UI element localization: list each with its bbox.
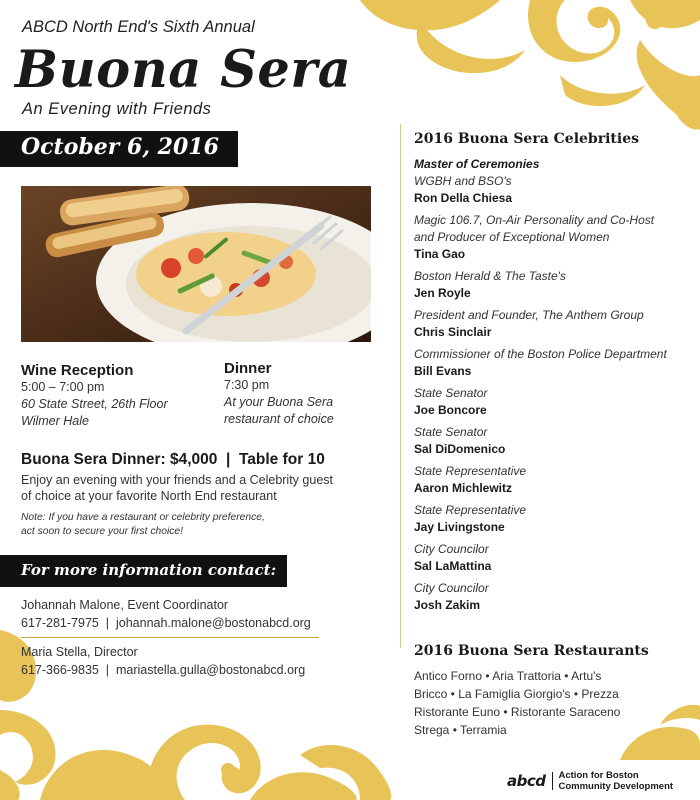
contact-person-2-detail[interactable]: 617-366-9835 | mariastella.gulla@bostonabcd.org	[21, 663, 306, 677]
column-divider	[400, 124, 401, 648]
event-subtitle: An Evening with Friends	[22, 100, 212, 118]
celebrity-name: Sal DiDomenico	[414, 442, 506, 456]
wine-reception-title: Wine Reception	[21, 362, 134, 379]
restaurants-line-4: Strega • Terramia	[414, 723, 507, 737]
contact-person-1-name: Johannah Malone, Event Coordinator	[21, 598, 229, 612]
celebrity-name: Jay Livingstone	[414, 520, 505, 534]
contact-banner: For more information contact:	[0, 555, 287, 587]
restaurants-list	[414, 667, 684, 739]
date-banner: October 6, 2016	[0, 131, 238, 167]
celebrity-item	[414, 307, 694, 341]
abcd-logo-line-1: Action for Boston	[558, 770, 639, 781]
pricing-desc-line2: of choice at your favorite North End restaurant	[21, 489, 277, 503]
gold-scroll-ornament-bottom	[0, 660, 420, 800]
dinner-location-line1: At your Buona Sera	[224, 395, 334, 409]
restaurants-line-3: Ristorante Euno • Ristorante Saraceno	[414, 705, 621, 719]
restaurants-line-1: Antico Forno • Aria Trattoria • Artu's	[414, 669, 602, 683]
celebrity-role: Commissioner of the Boston Police Department	[414, 347, 667, 361]
pricing-block	[21, 451, 351, 539]
abcd-logo-text	[553, 770, 674, 792]
celebrity-item	[414, 212, 694, 263]
celebrity-role: State Senator	[414, 386, 488, 400]
celebrity-item	[414, 502, 694, 536]
pricing-headline: Buona Sera Dinner: $4,000 | Table for 10	[21, 451, 325, 468]
wine-reception-time: 5:00 – 7:00 pm	[21, 380, 105, 394]
dinner-location-line2: restaurant of choice	[224, 412, 334, 426]
celebrity-role: City Councilor	[414, 542, 489, 556]
pricing-desc-line1: Enjoy an evening with your friends and a Celebrity guest	[21, 473, 333, 487]
celebrity-item	[414, 541, 694, 575]
celebrity-item	[414, 268, 694, 302]
event-title: Buona Sera	[15, 40, 352, 100]
celebrity-item	[414, 424, 694, 458]
pasta-dinner-photo	[21, 186, 371, 342]
celebrity-name: Aaron Michlewitz	[414, 481, 513, 495]
celebrity-name: Jen Royle	[414, 286, 471, 300]
contact-divider	[21, 637, 319, 638]
contact-person-1-detail[interactable]: 617-281-7975 | johannah.malone@bostonabcd.org	[21, 616, 311, 630]
pricing-note-line1: Note: If you have a restaurant or celebrity preference,	[21, 512, 265, 523]
celebrity-role: State Representative	[414, 464, 527, 478]
celebrity-role: Boston Herald & The Taste's	[414, 269, 566, 283]
contact-person-2	[21, 643, 321, 679]
celebrity-role: State Senator	[414, 425, 488, 439]
contact-person-1	[21, 596, 321, 632]
abcd-logo-mark: abcd	[507, 772, 553, 790]
pricing-note-line2: act soon to secure your first choice!	[21, 526, 183, 537]
celebrity-name: Josh Zakim	[414, 598, 481, 612]
wine-reception-venue: Wilmer Hale	[21, 414, 89, 428]
pricing-description	[21, 472, 351, 504]
celebrity-name: Tina Gao	[414, 247, 466, 261]
celebrities-title: 2016 Buona Sera Celebrities	[414, 131, 639, 147]
celebrity-name: Bill Evans	[414, 364, 472, 378]
celebrity-item	[414, 580, 694, 614]
pricing-note	[21, 511, 351, 539]
event-kicker: ABCD North End's Sixth Annual	[22, 18, 255, 36]
celebrity-role: President and Founder, The Anthem Group	[414, 308, 644, 322]
celebrity-role: City Councilor	[414, 581, 489, 595]
wine-reception-block	[21, 362, 216, 430]
celebrity-name: Sal LaMattina	[414, 559, 492, 573]
restaurants-title: 2016 Buona Sera Restaurants	[414, 643, 649, 659]
abcd-logo	[507, 770, 673, 792]
gold-scroll-ornament-top-right	[300, 0, 700, 140]
celebrity-item	[414, 156, 694, 207]
dinner-title: Dinner	[224, 360, 272, 377]
restaurants-line-2: Bricco • La Famiglia Giorgio's • Prezza	[414, 687, 619, 701]
wine-reception-address: 60 State Street, 26th Floor	[21, 397, 168, 411]
celebrity-name: Chris Sinclair	[414, 325, 492, 339]
celebrity-role-2: and Producer of Exceptional Women	[414, 230, 610, 244]
abcd-logo-line-2: Community Development	[558, 781, 674, 792]
dinner-time: 7:30 pm	[224, 378, 270, 392]
celebrity-role: State Representative	[414, 503, 527, 517]
celebrity-item	[414, 385, 694, 419]
celebrity-item	[414, 463, 694, 497]
celebrity-name: Ron Della Chiesa	[414, 191, 513, 205]
celebrities-list	[414, 156, 694, 619]
celebrity-item	[414, 346, 694, 380]
celebrity-role: Magic 106.7, On-Air Personality and Co-Host	[414, 213, 655, 227]
celebrity-role-2: WGBH and BSO's	[414, 174, 512, 188]
celebrity-role: Master of Ceremonies	[414, 157, 540, 171]
dinner-block	[224, 360, 374, 428]
celebrity-name: Joe Boncore	[414, 403, 487, 417]
contact-person-2-name: Maria Stella, Director	[21, 645, 138, 659]
